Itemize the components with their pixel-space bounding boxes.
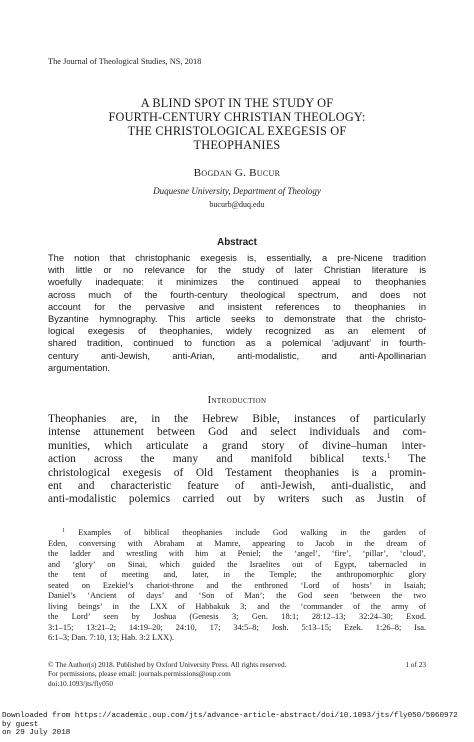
abstract-line: The notion that christophanic exegesis is, essentially, a pre-Nicene tradition bbox=[48, 253, 426, 263]
download-url-line[interactable]: Downloaded from https://academic.oup.com/jts/advance-article-abstract/doi/10.1093/jts/fly050/5060972 bbox=[2, 712, 458, 720]
footnote-line: the Lord’ seen by Joshua (Genesis 3; Gen. 18:1; 28:12–13; 32:24–30; Exod. bbox=[48, 612, 426, 622]
abstract-line: Byzantine hymnography. This article seeks to demonstrate that the christo- bbox=[48, 314, 426, 325]
body-line: Theophanies are, in the Hebrew Bible, instances of particularly bbox=[48, 413, 426, 425]
author-affiliation: Duquesne University, Department of Theology bbox=[153, 186, 321, 196]
footnote-line: living beings’ in the LXX of Habbakuk 3; and the ‘commander of the army of bbox=[48, 601, 426, 611]
body-line-tail: The bbox=[408, 453, 426, 466]
article-title bbox=[60, 96, 414, 152]
download-date-line: on 29 July 2018 bbox=[2, 729, 71, 738]
author-email[interactable]: bucurb@duq.edu bbox=[209, 200, 265, 209]
permissions-line: For permissions, please email: journals.permissions@oup.com bbox=[48, 669, 231, 679]
title-line: THEOPHANIES bbox=[193, 138, 281, 152]
body-line: intense attunement between God and select individuals and com- bbox=[48, 426, 426, 439]
body-line: ent and characteristic feature of anti-Jewish, anti-dualistic, and bbox=[48, 480, 426, 493]
body-line-text: action across the many and manifold biblical texts. bbox=[48, 453, 387, 466]
footnote-line: the ladder and wrestling with him at Peniel; the ‘angel’, ‘fire’, ‘pillar’, ‘cloud’, bbox=[48, 549, 426, 559]
abstract-line: with little or no relevance for the study of later Christian literature is bbox=[48, 265, 426, 276]
abstract-heading: Abstract bbox=[217, 237, 257, 248]
download-guest-line: by guest bbox=[2, 720, 39, 729]
abstract-line: account for the pervasive and insistent references to theophanies in bbox=[48, 301, 426, 312]
footnote-line: 3:1–15; 13:21–2; 14:19–20; 24:10, 17; 34:5–8; Josh. 5:13–15; Ezek. 1:26–8; Isa. bbox=[48, 622, 426, 632]
abstract-line: woefully inadequate: it minimizes the continued appeal to theophanies bbox=[48, 277, 426, 288]
footnote-line: and ‘glory’ on Sinai, which guided the Israelites out of Egypt, tabernacled in bbox=[48, 559, 426, 569]
copyright-line: © The Author(s) 2018. Published by Oxford University Press. All rights reserved. bbox=[48, 660, 287, 669]
footnote-number: 1 bbox=[62, 528, 65, 534]
body-line bbox=[48, 453, 426, 466]
footnote-reference[interactable]: 1 bbox=[386, 452, 391, 461]
body-text bbox=[48, 413, 426, 507]
copyright-footer bbox=[48, 660, 286, 688]
footnote bbox=[48, 528, 426, 644]
body-line: christological exegesis of Old Testament theophanies is a promin- bbox=[48, 466, 426, 479]
section-heading-introduction: Introduction bbox=[207, 395, 267, 406]
download-watermark bbox=[2, 712, 458, 738]
footnote-line: 6:1–3; Dan. 7:10, 13; Hab. 3:2 LXX). bbox=[48, 633, 175, 643]
page-indicator: 1 of 23 bbox=[405, 660, 426, 669]
body-line: anti-modalistic polemics carried out by writers such as Justin of bbox=[48, 493, 426, 506]
footnote-line: the tent of meeting and, later, in the Temple; the anthropomorphic glory bbox=[48, 570, 426, 580]
body-line: munities, which articulate a grand story of divine–human inter- bbox=[48, 439, 426, 452]
title-line: THE CHRISTOLOGICAL EXEGESIS OF bbox=[127, 124, 347, 138]
author-name: Bogdan G. Bucur bbox=[193, 167, 281, 179]
journal-header: The Journal of Theological Studies, NS, 2018 bbox=[48, 57, 202, 66]
footnote-line: Eden, conversing with Abraham at Mamre, appearing to Jacob in the dream of bbox=[48, 538, 426, 548]
abstract-line: across much of the fourth-century theological spectrum, and does not bbox=[48, 289, 426, 300]
abstract-line: argumentation. bbox=[48, 362, 111, 373]
abstract-line: century anti-Jewish, anti-Arian, anti-modalistic, and anti-Apollinarian bbox=[48, 350, 426, 361]
footnote-line-text: Examples of biblical theophanies include God walking in the garden of bbox=[78, 528, 426, 537]
title-line: FOURTH-CENTURY CHRISTIAN THEOLOGY: bbox=[108, 110, 366, 124]
abstract-line: logical exegesis of theophanies, widely recognized as an element of bbox=[48, 326, 426, 337]
title-line: A BLIND SPOT IN THE STUDY OF bbox=[140, 96, 334, 110]
footnote-line bbox=[48, 528, 426, 539]
abstract-text bbox=[48, 252, 426, 374]
doi-line[interactable]: doi:10.1093/jts/fly050 bbox=[48, 678, 114, 688]
abstract-line: shared tradition, continued to function as a polemical ‘adjuvant’ in fourth- bbox=[48, 338, 426, 349]
footnote-line: seated on Ezekiel’s chariot-throne and the enthroned ‘Lord of hosts’ in Isaiah; bbox=[48, 580, 426, 590]
footnote-line: Daniel’s ‘Ancient of days’ and ‘Son of Man’; the God seen ‘between the two bbox=[48, 591, 426, 601]
